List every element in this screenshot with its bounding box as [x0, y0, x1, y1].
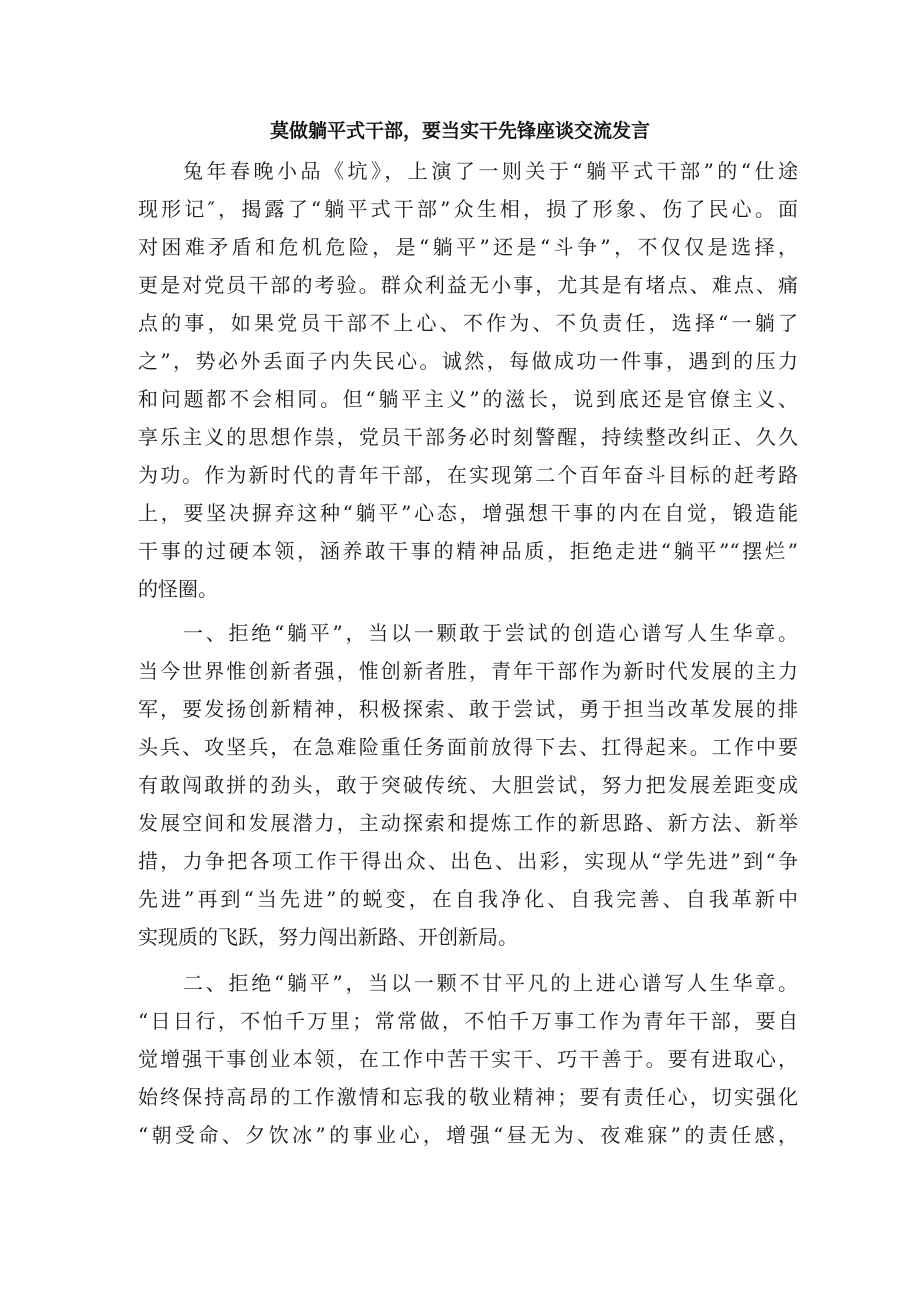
paragraph-line: “日日行，不怕千万里；常常做，不怕千万事工作为青年干部，要自 [138, 1009, 798, 1033]
paragraph-line: 一、拒绝“躺平”，当以一颗敢于尝试的创造心谱写人生华章。 [183, 621, 798, 645]
paragraph-line: 措，力争把各项工作干得出众、出色、出彩，实现从“学先进”到“争 [138, 849, 798, 873]
paragraph-line: 发展空间和发展潜力，主动探索和提炼工作的新思路、新方法、新举 [138, 811, 798, 835]
paragraph-line: 之”，势必外丢面子内失民心。诚然，每做成功一件事，遇到的压力 [138, 349, 798, 373]
paragraph-line: 的怪圈。 [138, 577, 218, 601]
paragraph-line: 享乐主义的思想作祟，党员干部务必时刻警醒，持续整改纠正、久久 [138, 425, 798, 449]
paragraph-line: 点的事，如果党员干部不上心、不作为、不负责任，选择“一躺了 [138, 311, 798, 335]
paragraph-line: 军，要发扬创新精神，积极探索、敢于尝试，勇于担当改革发展的排 [138, 697, 798, 721]
paragraph-line: 上，要坚决摒弃这种“躺平”心态，增强想干事的内在自觉，锻造能 [138, 501, 798, 525]
paragraph-line: 干事的过硬本领，涵养敢干事的精神品质，拒绝走进“躺平”“摆烂” [138, 539, 798, 563]
paragraph-line: 更是对党员干部的考验。群众利益无小事，尤其是有堵点、难点、痛 [138, 273, 798, 297]
paragraph-line: 实现质的飞跃，努力闯出新路、开创新局。 [138, 925, 518, 949]
paragraph-line: 二、拒绝“躺平”，当以一颗不甘平凡的上进心谱写人生华章。 [183, 971, 798, 995]
paragraph-line: 有敢闯敢拼的劲头，敢于突破传统、大胆尝试，努力把发展差距变成 [138, 773, 798, 797]
paragraph-line: 现形记″，揭露了“躺平式干部”众生相，损了形象、伤了民心。面 [138, 197, 798, 221]
paragraph-line: 觉增强干事创业本领，在工作中苦干实干、巧干善于。要有进取心， [138, 1047, 798, 1071]
paragraph-line: 头兵、攻坚兵，在急难险重任务面前放得下去、扛得起来。工作中要 [138, 735, 798, 759]
paragraph-line: 始终保持高昂的工作激情和忘我的敬业精神；要有责任心，切实强化 [138, 1085, 798, 1109]
paragraph-line: 和问题都不会相同。但“躺平主义”的滋长，说到底还是官僚主义、 [138, 387, 798, 411]
document-title: 莫做躺平式干部，要当实干先锋座谈交流发言 [269, 120, 650, 142]
paragraph-line: 先进”再到“当先进”的蜕变，在自我净化、自我完善、自我革新中 [138, 887, 798, 911]
paragraph-line: 兔年春晚小品《坑》，上演了一则关于“躺平式干部”的“仕途 [183, 159, 798, 183]
paragraph-line: 当今世界惟创新者强，惟创新者胜，青年干部作为新时代发展的主力 [138, 659, 798, 683]
paragraph-line: 对困难矛盾和危机危险，是“躺平”还是“斗争”，不仅仅是选择， [138, 235, 798, 259]
paragraph-line: “朝受命、夕饮冰”的事业心，增强“昼无为、夜难寐”的责任感， [138, 1123, 798, 1147]
paragraph-line: 为功。作为新时代的青年干部，在实现第二个百年奋斗目标的赶考路 [138, 463, 798, 487]
